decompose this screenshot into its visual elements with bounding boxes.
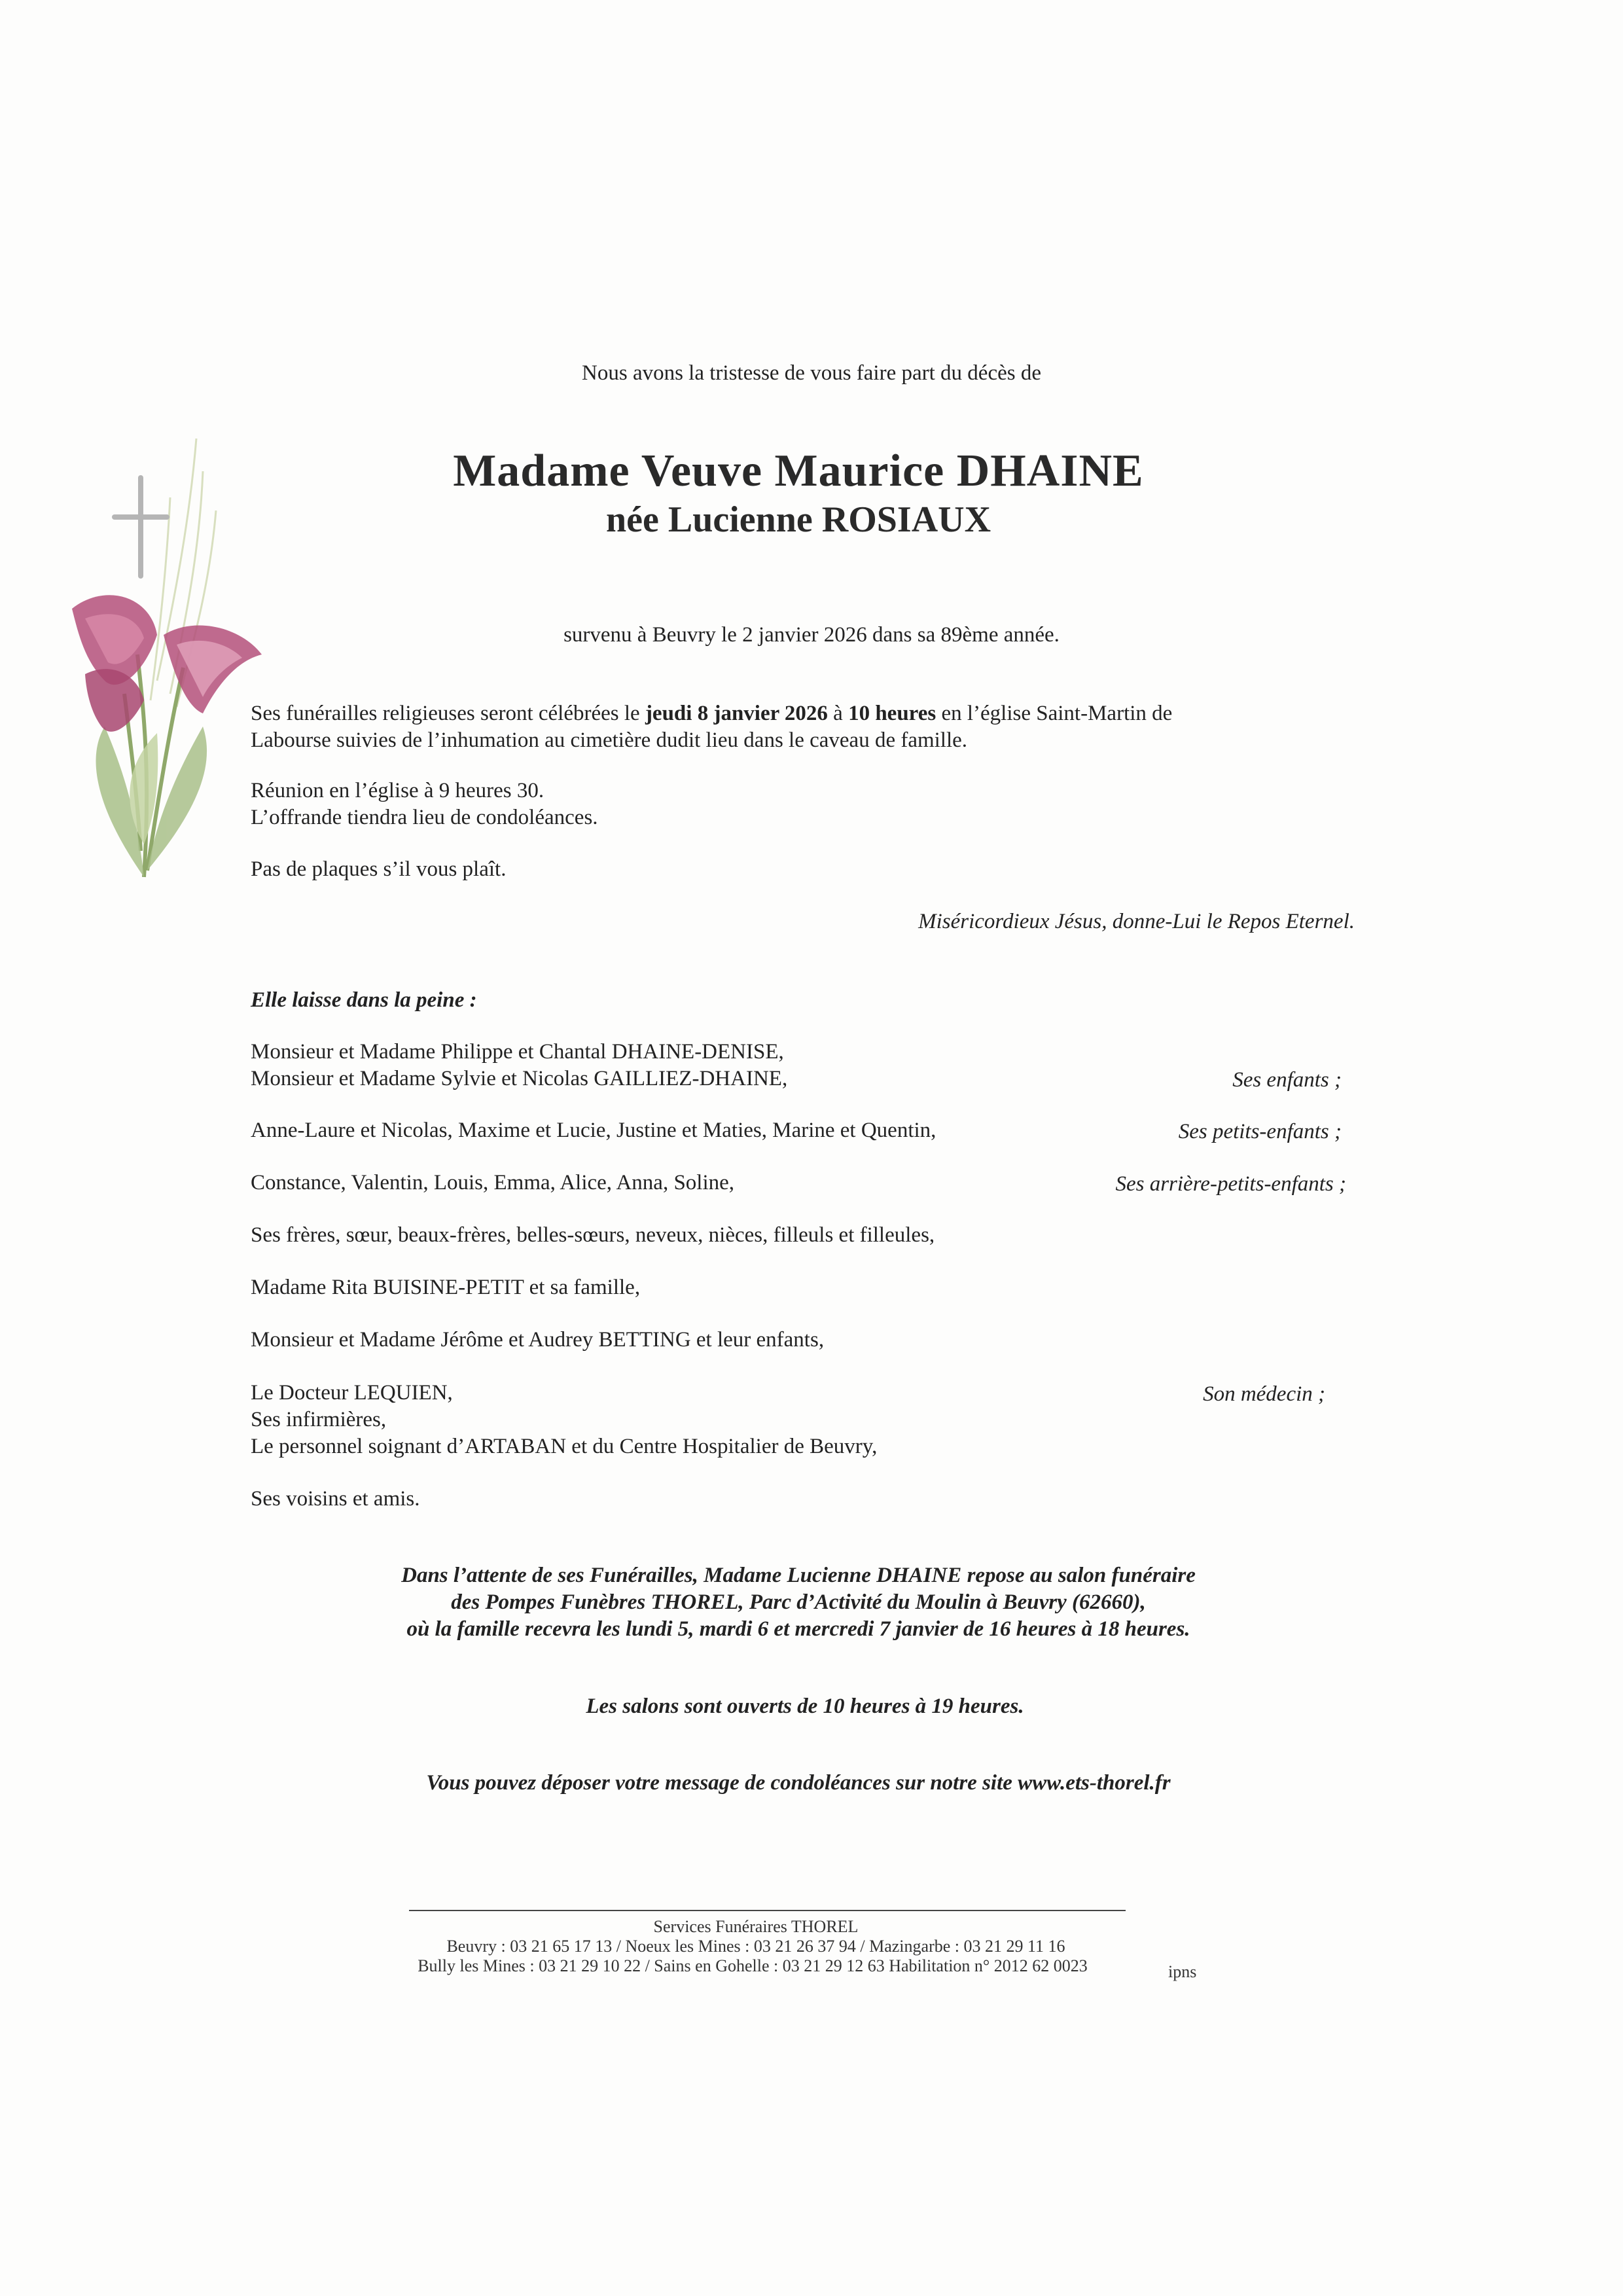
children-line-2: Monsieur et Madame Sylvie et Nicolas GAILLIEZ-DHAINE,: [251, 1067, 788, 1090]
doctor-line: Le Docteur LEQUIEN,: [251, 1381, 453, 1405]
footer-company: Services Funéraires THOREL: [653, 1917, 859, 1936]
family-heading: Elle laisse dans la peine :: [251, 988, 477, 1012]
funeral-text-1: Ses funérailles religieuses seront célébrées le: [251, 702, 645, 725]
siblings-line: Ses frères, sœur, beaux-frères, belles-sœurs, neveux, nièces, filleuls et filleules,: [251, 1223, 935, 1247]
salons-hours: Les salons sont ouverts de 10 heures à 19 heures.: [586, 1695, 1024, 1718]
children-label: Ses enfants ;: [1232, 1068, 1342, 1092]
nurses-line: Ses infirmières,: [251, 1408, 387, 1431]
notice-line-3: où la famille recevra les lundi 5, mardi 6 et mercredi 7 janvier de 16 heures à 18 heures.: [406, 1617, 1190, 1641]
offrande-text: L’offrande tiendra lieu de condoléances.: [251, 806, 598, 829]
funeral-date: jeudi 8 janvier 2026: [645, 702, 828, 725]
death-statement: survenu à Beuvry le 2 janvier 2026 dans sa 89ème année.: [563, 623, 1060, 647]
neighbours-line: Ses voisins et amis.: [251, 1487, 420, 1511]
prayer-text: Miséricordieux Jésus, donne-Lui le Repos Eternel.: [918, 910, 1355, 933]
great-grandchildren-line: Constance, Valentin, Louis, Emma, Alice, Anna, Soline,: [251, 1171, 735, 1194]
footer-phones-1: Beuvry : 03 21 65 17 13 / Noeux les Mines : 03 21 26 37 94 / Mazingarbe : 03 21 29 11 16: [446, 1937, 1065, 1956]
reunion-text: Réunion en l’église à 9 heures 30.: [251, 779, 544, 802]
funeral-text-2: à: [827, 702, 849, 725]
funeral-text-3: en l’église Saint-Martin de: [936, 702, 1173, 725]
funeral-text-line2: Labourse suivies de l’inhumation au cimetière dudit lieu dans le caveau de famille.: [251, 728, 968, 752]
plaques-text: Pas de plaques s’il vous plaît.: [251, 857, 507, 881]
deceased-name: Madame Veuve Maurice DHAINE: [453, 446, 1144, 496]
notice-line-1: Dans l’attente de ses Funérailles, Madame Lucienne DHAINE repose au salon funéraire: [401, 1564, 1196, 1587]
footer-phones-2: Bully les Mines : 03 21 29 10 22 / Sains en Gohelle : 03 21 29 12 63 Habilitation n° 2012 62 0023: [418, 1956, 1088, 1975]
betting-line: Monsieur et Madame Jérôme et Audrey BETTING et leur enfants,: [251, 1328, 825, 1352]
ipns-mark: ipns: [1168, 1962, 1197, 1981]
lily-leaves: [96, 726, 207, 877]
intro-text: Nous avons la tristesse de vous faire part du décès de: [582, 361, 1041, 385]
grandchildren-label: Ses petits-enfants ;: [1178, 1120, 1342, 1143]
doctor-label: Son médecin ;: [1203, 1382, 1325, 1406]
website-notice: Vous pouvez déposer votre message de condoléances sur notre site www.ets-thorel.fr: [426, 1771, 1171, 1795]
children-line-1: Monsieur et Madame Philippe et Chantal DHAINE-DENISE,: [251, 1040, 784, 1064]
funeral-paragraph: [251, 700, 1363, 754]
lily-flowers: [72, 595, 262, 732]
rita-line: Madame Rita BUISINE-PETIT et sa famille,: [251, 1276, 641, 1299]
maiden-name: née Lucienne ROSIAUX: [605, 499, 991, 540]
staff-line: Le personnel soignant d’ARTABAN et du Centre Hospitalier de Beuvry,: [251, 1435, 878, 1458]
great-grandchildren-label: Ses arrière-petits-enfants ;: [1115, 1172, 1346, 1196]
footer-divider: [409, 1910, 1126, 1911]
funeral-time: 10 heures: [848, 702, 936, 725]
grandchildren-line: Anne-Laure et Nicolas, Maxime et Lucie, Justine et Maties, Marine et Quentin,: [251, 1119, 936, 1142]
notice-line-2: des Pompes Funèbres THOREL, Parc d’Activité du Moulin à Beuvry (62660),: [451, 1590, 1146, 1614]
